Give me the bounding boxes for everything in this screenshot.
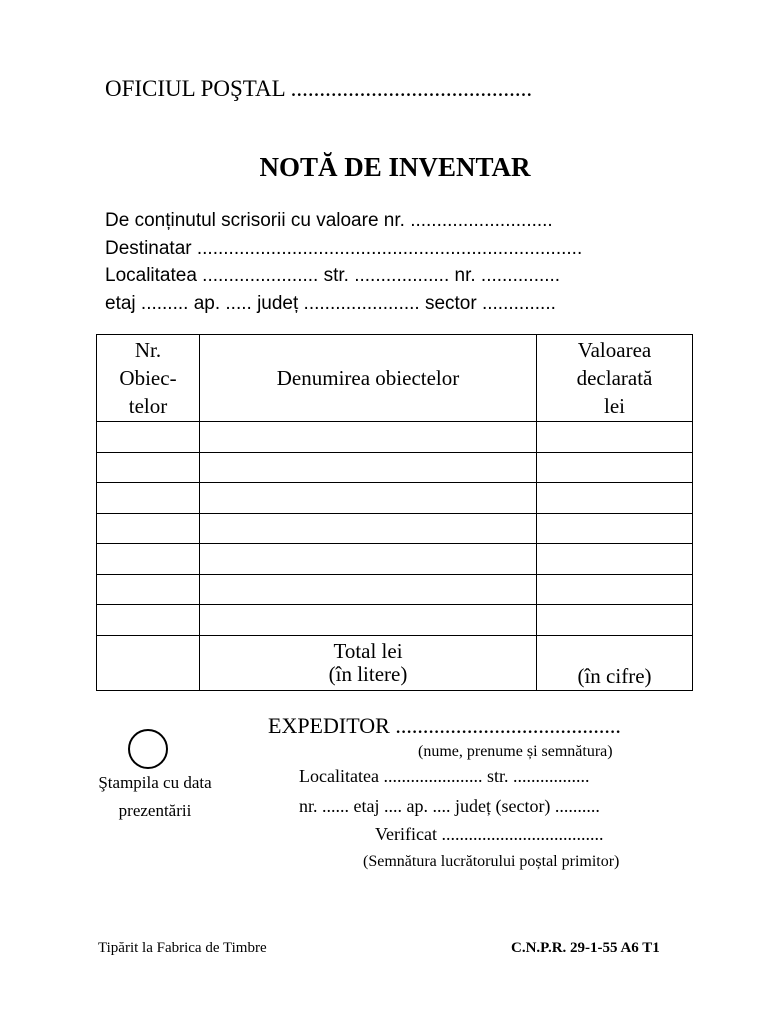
recipient-fields bbox=[105, 207, 582, 317]
header-declared-value-l2: declarată bbox=[576, 366, 653, 390]
cell-value[interactable] bbox=[537, 452, 693, 483]
table-row bbox=[97, 513, 693, 544]
header-declared-value bbox=[537, 335, 693, 422]
cell-name[interactable] bbox=[200, 513, 537, 544]
locality-line: Localitatea ...................... str. .................. nr. ............... bbox=[105, 265, 561, 286]
total-words-cell[interactable] bbox=[200, 635, 537, 690]
table-row bbox=[97, 483, 693, 514]
header-item-name: Denumirea obiectelor bbox=[200, 335, 537, 422]
cell-value[interactable] bbox=[537, 513, 693, 544]
total-words-label: (în litere) bbox=[328, 661, 408, 686]
cell-value[interactable] bbox=[537, 574, 693, 605]
cell-number[interactable] bbox=[97, 513, 200, 544]
sender-heading: EXPEDITOR ......................................... bbox=[268, 713, 621, 738]
sender-subtitle: (nume, prenume și semnătura) bbox=[418, 743, 613, 760]
cell-value[interactable] bbox=[537, 422, 693, 453]
sender-locality: Localitatea ...................... str. ................. bbox=[299, 766, 590, 786]
cell-name[interactable] bbox=[200, 605, 537, 636]
cell-number[interactable] bbox=[97, 452, 200, 483]
verified-subtitle: (Semnătura lucrătorului poștal primitor) bbox=[363, 853, 620, 870]
cell-value[interactable] bbox=[537, 544, 693, 575]
table-row bbox=[97, 574, 693, 605]
header-item-number-l2: Obiec- bbox=[119, 366, 177, 390]
cell-name[interactable] bbox=[200, 422, 537, 453]
total-digits-cell[interactable]: (în cifre) bbox=[537, 635, 693, 690]
cell-value[interactable] bbox=[537, 605, 693, 636]
cell-number[interactable] bbox=[97, 544, 200, 575]
table-row bbox=[97, 544, 693, 575]
office-line: OFICIUL POŞTAL .......................................... bbox=[105, 76, 533, 101]
printer-note: Tipărit la Fabrica de Timbre bbox=[98, 940, 267, 956]
cell-name[interactable] bbox=[200, 574, 537, 605]
sender-address: nr. ...... etaj .... ap. .... județ (sector) .......... bbox=[299, 796, 600, 816]
stamp-circle-icon bbox=[128, 729, 168, 769]
total-row bbox=[97, 635, 693, 690]
form-code: C.N.P.R. 29-1-55 A6 T1 bbox=[511, 940, 660, 956]
letter-number-line: De conținutul scrisorii cu valoare nr. ........................... bbox=[105, 210, 553, 231]
inventory-table bbox=[96, 334, 693, 691]
cell-name[interactable] bbox=[200, 452, 537, 483]
cell-number[interactable] bbox=[97, 605, 200, 636]
cell-name[interactable] bbox=[200, 544, 537, 575]
table-header-row bbox=[97, 335, 693, 422]
total-empty-cell bbox=[97, 635, 200, 690]
cell-value[interactable] bbox=[537, 483, 693, 514]
table-row bbox=[97, 605, 693, 636]
stamp-label: Ştampila cu data prezentării bbox=[98, 773, 212, 820]
header-item-number bbox=[97, 335, 200, 422]
document-title: NOTĂ DE INVENTAR bbox=[259, 152, 531, 182]
total-label: Total lei bbox=[333, 638, 403, 663]
address-line: etaj ......... ap. ..... județ ...................... sector .............. bbox=[105, 292, 556, 314]
table-row bbox=[97, 422, 693, 453]
header-declared-value-l1: Valoarea bbox=[577, 338, 652, 362]
header-declared-value-l3: lei bbox=[604, 394, 625, 418]
cell-name[interactable] bbox=[200, 483, 537, 514]
table-row bbox=[97, 452, 693, 483]
header-item-number-l1: Nr. bbox=[134, 338, 162, 362]
cell-number[interactable] bbox=[97, 422, 200, 453]
header-item-number-l3: telor bbox=[128, 394, 168, 418]
verified-line: Verificat .................................... bbox=[375, 824, 604, 844]
recipient-line: Destinatar ......................................................................... bbox=[105, 237, 583, 259]
cell-number[interactable] bbox=[97, 483, 200, 514]
cell-number[interactable] bbox=[97, 574, 200, 605]
